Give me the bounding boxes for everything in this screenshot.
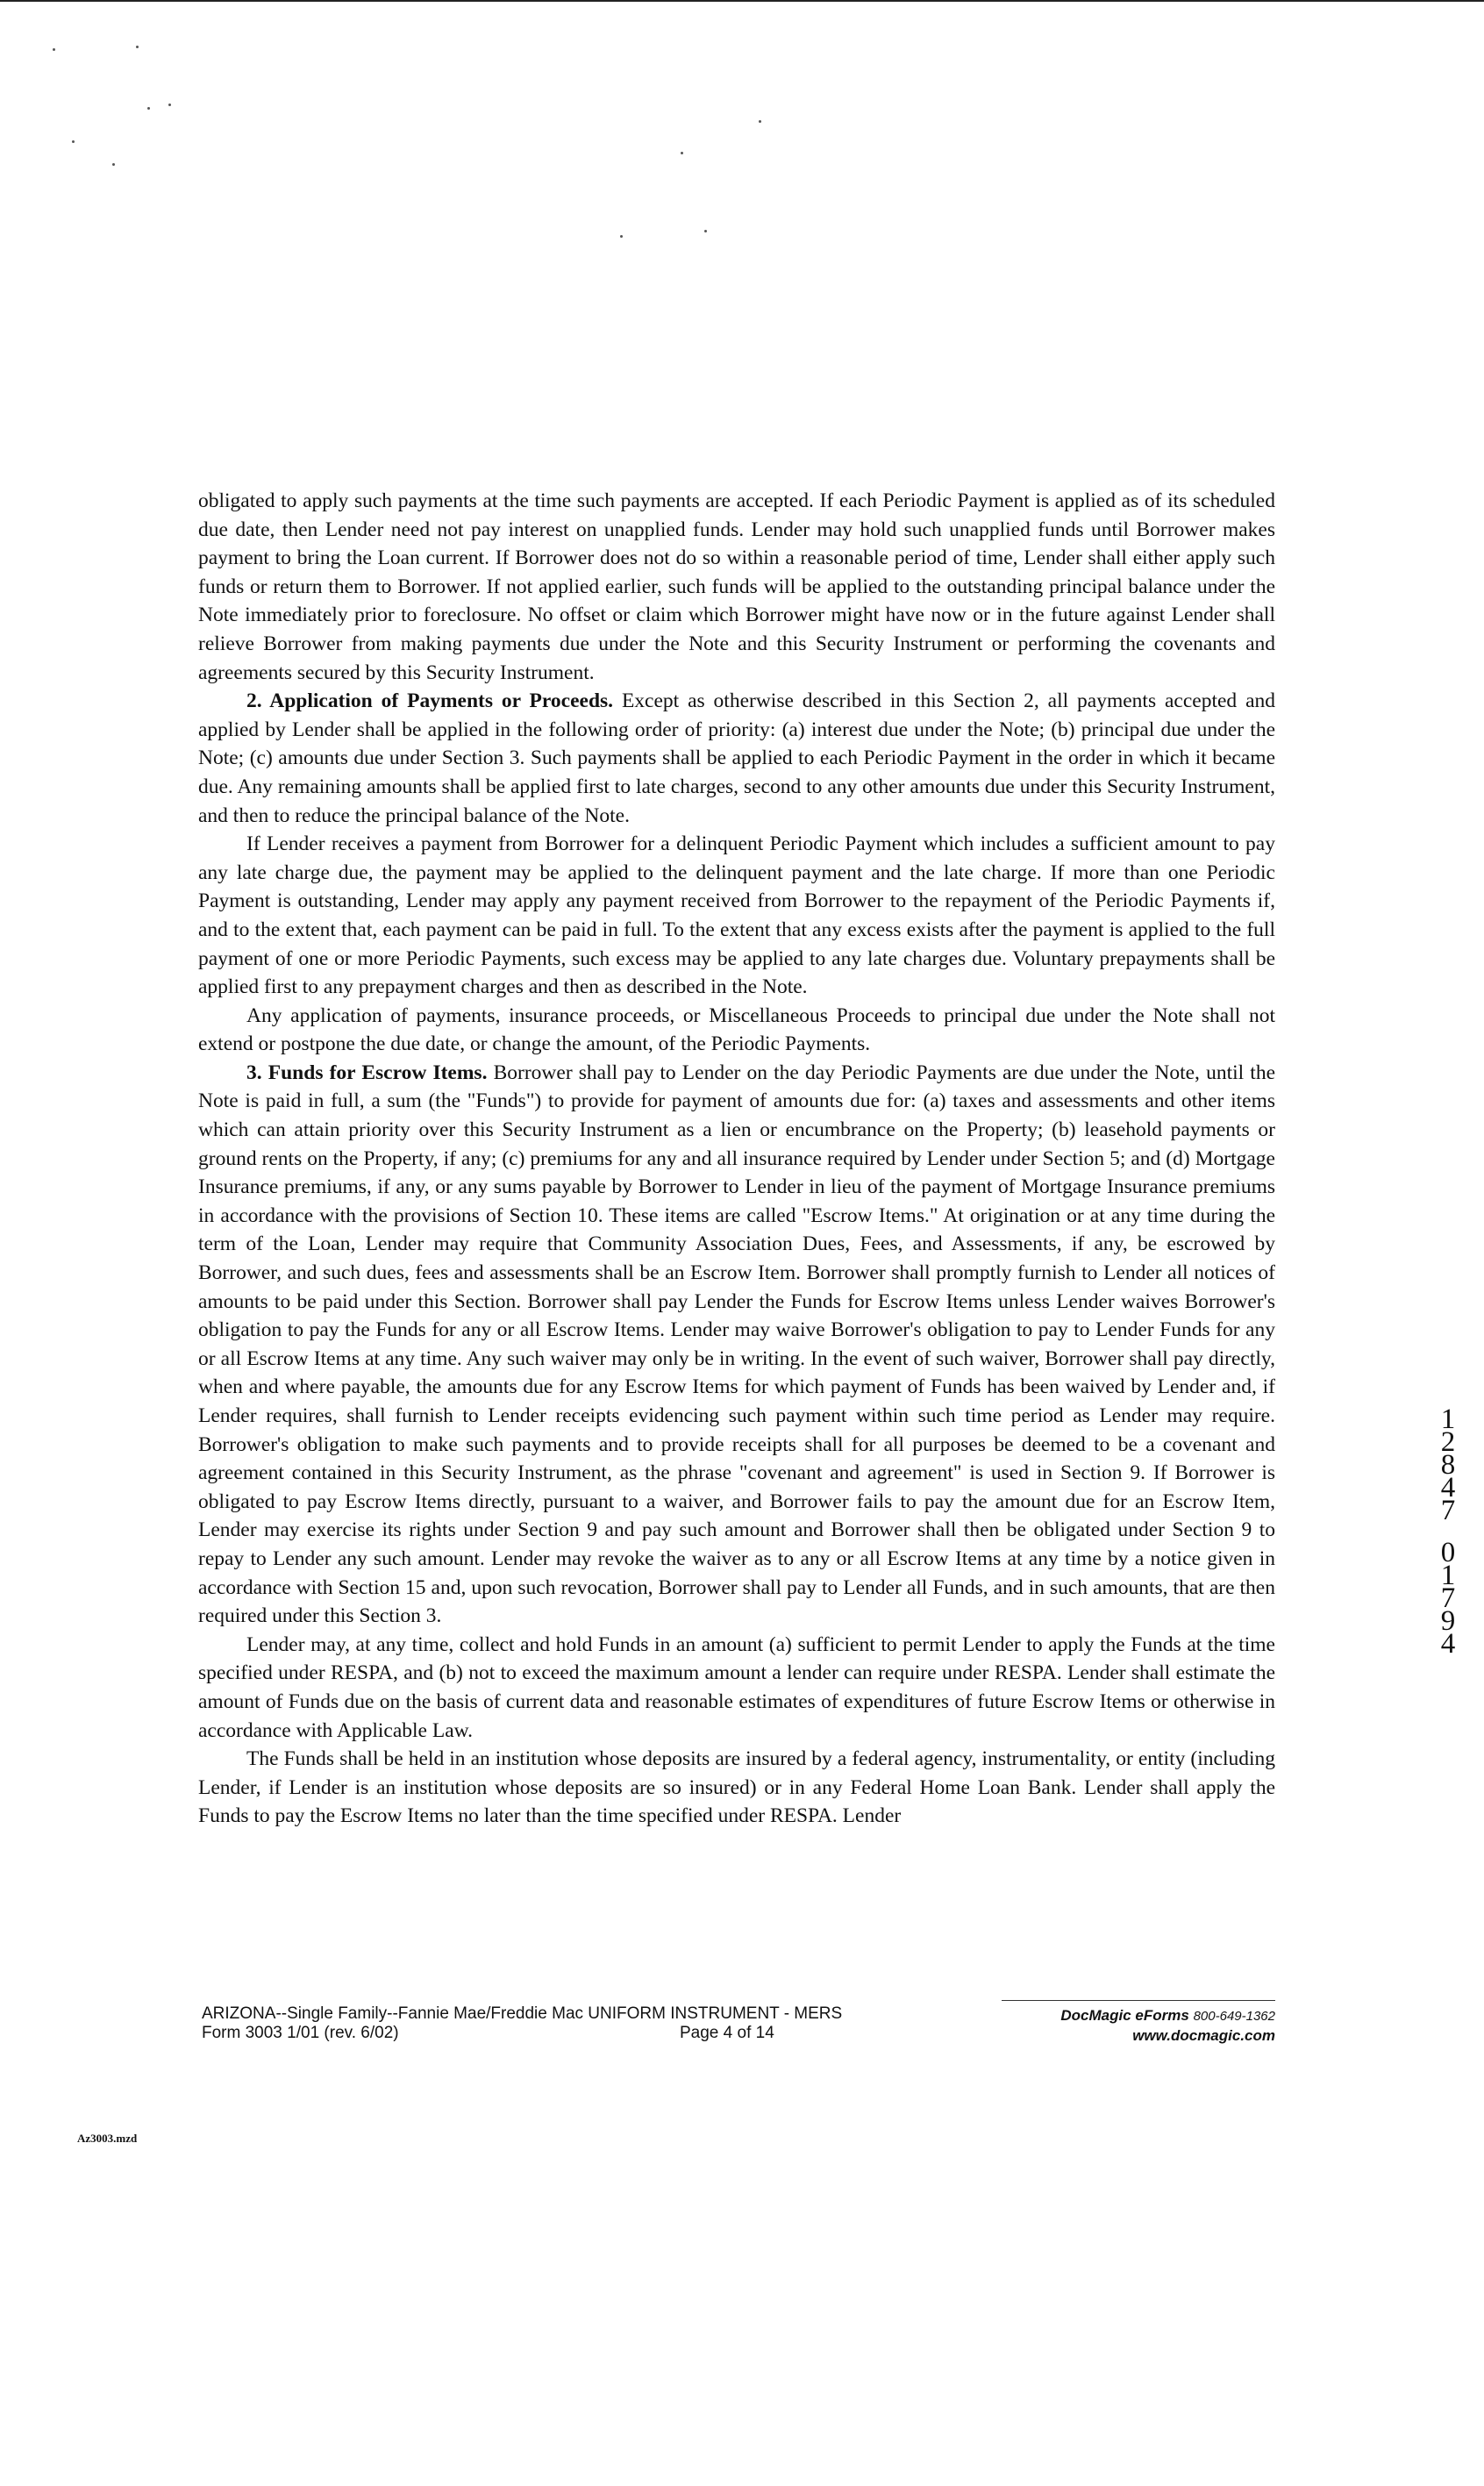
stamp-digit: 1	[1440, 1404, 1456, 1435]
scan-speck	[759, 120, 761, 123]
paragraph	[198, 487, 1275, 687]
stamp-digit: 9	[1440, 1605, 1456, 1637]
paragraph-text: The Funds shall be held in an institution whose deposits are insured by a federal agency, instrumentality, or entity (including Lender, if Lender is an institution whose deposits are so insured) or in any Federal Home Loan Bank. Lender shall apply the Funds to pay the Escrow Items no later than the time specified under RESPA. Lender	[198, 1747, 1275, 1828]
scan-speck	[704, 230, 707, 232]
stamp-digit: 1	[1440, 1560, 1456, 1591]
scan-speck	[620, 235, 623, 238]
document-body	[198, 487, 1275, 1831]
scan-speck	[53, 48, 55, 51]
footer-instrument-title: ARIZONA--Single Family--Fannie Mae/Freddie Mac UNIFORM INSTRUMENT - MERS	[202, 2004, 843, 2023]
vendor-phone: 800-649-1362	[1193, 2009, 1275, 2024]
eforms-logo: eForms	[1135, 2007, 1189, 2024]
stamp-digit: 4	[1440, 1472, 1456, 1504]
paragraph-text: Except as otherwise described in this Section 2, all payments accepted and applied by Lender shall be applied in the following order of priority: (a) interest due under the Note; (b) principal due under the Note; (c) amounts due under Section 3. Such payments shall be applied to each Periodic Payment in the order in which it became due. Any remaining amounts shall be applied first to late charges, second to any other amounts due under this Security Instrument, and then to reduce the principal balance of the Note.	[198, 689, 1276, 827]
stamp-digit: 7	[1440, 1495, 1456, 1526]
recording-stamp-group-1	[1437, 1404, 1459, 1526]
scan-speck	[147, 107, 150, 110]
section-heading: 3. Funds for Escrow Items.	[246, 1061, 488, 1084]
paragraph-text: Any application of payments, insurance proceeds, or Miscellaneous Proceeds to principal due under the Note shall not extend or postpone the due date, or change the amount, of the Periodic Payments.	[198, 1004, 1275, 1056]
paragraph	[198, 1631, 1275, 1745]
paragraph	[198, 830, 1275, 1002]
footer-vendor	[1000, 2006, 1275, 2046]
scan-top-edge	[0, 0, 1484, 2]
stamp-digit: 8	[1440, 1449, 1456, 1481]
footer-form-number: Form 3003 1/01 (rev. 6/02)	[202, 2024, 399, 2042]
docmagic-logo: DocMagic	[1060, 2007, 1131, 2024]
paragraph	[198, 1059, 1275, 1631]
paragraph-text: If Lender receives a payment from Borrower for a delinquent Periodic Payment which includes a sufficient amount to pay any late charge due, the payment may be applied to the delinquent payment and the late charge. If more than one Periodic Payment is outstanding, Lender may apply any payment received from Borrower to the repayment of the Periodic Payments if, and to the extent that, each payment can be paid in full. To the extent that any excess exists after the payment is applied to the full payment of one or more Periodic Payments, such excess may be applied to any late charges due. Voluntary prepayments shall be applied first to any prepayment charges and then as described in the Note.	[198, 832, 1275, 999]
vendor-website: www.docmagic.com	[1132, 2027, 1275, 2044]
recording-stamp-group-2	[1437, 1537, 1459, 1660]
section-heading: 2. Application of Payments or Proceeds.	[246, 689, 614, 713]
paragraph	[198, 1002, 1275, 1059]
stamp-digit: 4	[1440, 1628, 1456, 1660]
stamp-digit: 2	[1440, 1426, 1456, 1458]
footer-page-number: Page 4 of 14	[680, 2024, 774, 2042]
paragraph	[198, 687, 1275, 830]
stamp-digit: 0	[1440, 1537, 1456, 1568]
scan-speck	[112, 163, 115, 166]
scan-speck	[681, 152, 683, 154]
scan-speck	[168, 104, 171, 106]
file-id: Az3003.mzd	[77, 2132, 138, 2145]
paragraph	[198, 1745, 1275, 1831]
footer-vendor-line	[1000, 2006, 1275, 2026]
paragraph-text: Lender may, at any time, collect and hold Funds in an amount (a) sufficient to permit Lender to apply the Funds at the time specified under RESPA, and (b) not to exceed the maximum amount a lender can require under RESPA. Lender shall estimate the amount of Funds due on the basis of current data and reasonable estimates of expenditures of future Escrow Items or otherwise in accordance with Applicable Law.	[198, 1632, 1275, 1742]
paragraph-text: Borrower shall pay to Lender on the day Periodic Payments are due under the Note, until the Note is paid in full, a sum (the "Funds") to provide for payment of amounts due for: (a) taxes and assessments and other items which can attain priority over this Security Instrument as a lien or encumbrance on the Property; (b) leasehold payments or ground rents on the Property, if any; (c) premiums for any and all insurance required by Lender under Section 5; and (d) Mortgage Insurance premiums, if any, or any sums payable by Borrower to Lender in lieu of the payment of Mortgage Insurance premiums in accordance with the provisions of Section 10. These items are called "Escrow Items." At origination or at any time during the term of the Loan, Lender may require that Community Association Dues, Fees, and Assessments, if any, be escrowed by Borrower, and such dues, fees and assessments shall be an Escrow Item. Borrower shall promptly furnish to Lender all notices of amounts to be paid under this Section. Borrower shall pay Lender the Funds for Escrow Items unless Lender waives Borrower's obligation to pay the Funds for any or all Escrow Items. Lender may waive Borrower's obligation to pay to Lender Funds for any or all Escrow Items at any time. Any such waiver may only be in writing. In the event of such waiver, Borrower shall pay directly, when and where payable, the amounts due for any Escrow Items for which payment of Funds has been waived by Lender and, if Lender requires, shall furnish to Lender receipts evidencing such payment within such time period as Lender may require. Borrower's obligation to make such payments and to provide receipts shall for all purposes be deemed to be a covenant and agreement contained in this Security Instrument, as the phrase "covenant and agreement" is used in Section 9. If Borrower is obligated to pay Escrow Items directly, pursuant to a waiver, and Borrower fails to pay the amount due for an Escrow Item, Lender may exercise its rights under Section 9 and pay such amount and Borrower shall then be obligated under Section 9 to repay to Lender any such amount. Lender may revoke the waiver as to any or all Escrow Items at any time by a notice given in accordance with Section 15 and, upon such revocation, Borrower shall pay to Lender all Funds, and in such amounts, that are then required under this Section 3.	[198, 1061, 1276, 1628]
scan-speck	[136, 46, 139, 48]
footer-rule	[1002, 2000, 1275, 2001]
paragraph-text: obligated to apply such payments at the time such payments are accepted. If each Periodic Payment is applied as of its scheduled due date, then Lender need not pay interest on unapplied funds. Lender may hold such unapplied funds until Borrower makes payment to bring the Loan current. If Borrower does not do so within a reasonable period of time, Lender shall either apply such funds or return them to Borrower. If not applied earlier, such funds will be applied to the outstanding principal balance under the Note immediately prior to foreclosure. No offset or claim which Borrower might have now or in the future against Lender shall relieve Borrower from making payments due under the Note and this Security Instrument or performing the covenants and agreements secured by this Security Instrument.	[198, 489, 1275, 684]
scan-speck	[72, 140, 75, 143]
stamp-digit: 7	[1440, 1582, 1456, 1614]
